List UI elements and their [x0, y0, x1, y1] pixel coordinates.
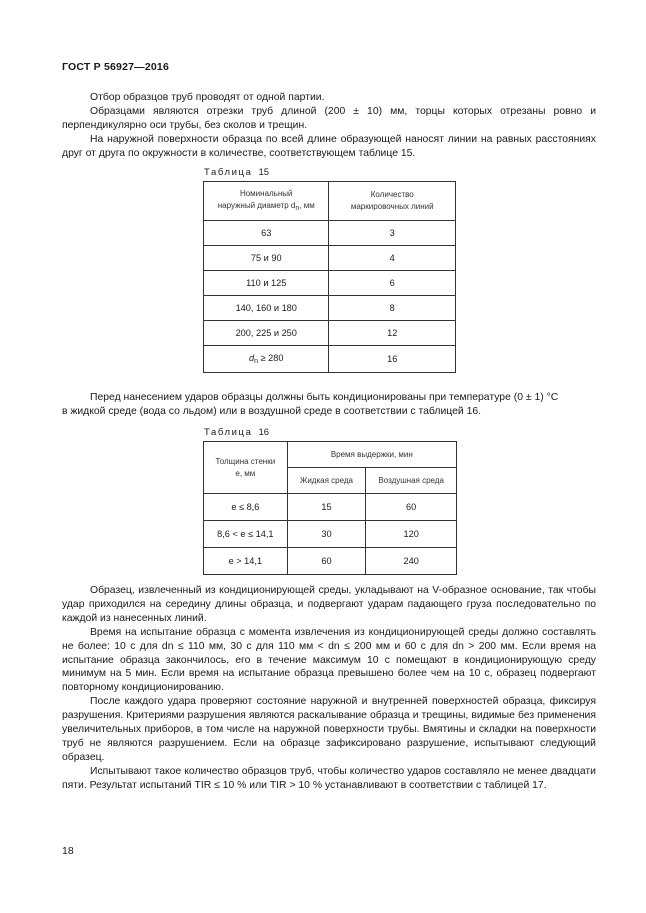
table-row: 140, 160 и 180 8	[204, 296, 456, 321]
table-row: 63 3	[204, 221, 456, 246]
body-paragraph-3: После каждого удара проверяют состояние наружной и внутренней поверхностей образца, фиксируя разрушения. Критериями разрушения являются раскалывание образца и трещины, видимые без применения увеличительных приборов, в том числе на наружной поверхности трубы. Вмятины и складки на поверхности труб не являются разрушением. Если на образце зафиксировано разрушение, испытывают следующий образец.	[62, 696, 596, 763]
table-row: e ≤ 8,6 15 60	[204, 494, 457, 521]
table-15-col1-header: Номинальный наружный диаметр $d_n$, мм	[204, 182, 329, 221]
intro-text	[62, 91, 596, 161]
intro-paragraph-3: На наружной поверхности образца по всей длине образующей наносят линии на равных расстояниях друг от друга по окружности в количестве, соответствующем таблице 15.	[62, 133, 596, 159]
body-text	[62, 584, 596, 793]
intro-paragraph-2: Образцами являются отрезки труб длиной (200 ± 10) мм, торцы которых отрезаны ровно и перпендикулярно оси трубы, без сколов и трещин.	[62, 105, 596, 131]
table-16	[203, 441, 457, 575]
table-row: e > 14,1 60 240	[204, 548, 457, 575]
table-16-sub-liquid: Жидкая среда	[287, 468, 366, 494]
table-15-caption	[204, 167, 269, 178]
table-15-header-row	[204, 182, 456, 221]
table-16-group-header: Время выдержки, мин	[287, 442, 456, 468]
document-header: ГОСТ Р 56927—2016	[62, 61, 170, 73]
table-16-header-row	[204, 442, 457, 468]
table-15-caption-word: Таблица	[204, 167, 253, 178]
table-15	[203, 181, 456, 373]
table-15-caption-number: 15	[258, 167, 270, 178]
table-row: 110 и 125 6	[204, 271, 456, 296]
table-16-caption-word: Таблица	[204, 427, 253, 438]
body-paragraph-2: Время на испытание образца с момента извлечения из кондиционирующей среды должно составлять не более: 10 с для dn ≤ 110 мм, 30 с для 110 мм < dn ≤ 200 мм и 60 с для dn > 200 мм. Если время на испытание образца закончилось, его в течение максимум 10 с помещают в кондиционирующую среду минимум на 5 мин. Если время на испытание образца превышено более чем на 10 с, образец подвергают повторному кондиционированию.	[62, 626, 596, 694]
page-number: 18	[62, 845, 74, 857]
table-row: 75 и 90 4	[204, 246, 456, 271]
table-16-col1-header: Толщина стенки e, мм	[204, 442, 288, 494]
table-row: $d_n \ge 280$ 16	[204, 346, 456, 373]
body-paragraph-4: Испытывают такое количество образцов труб, чтобы количество ударов составляло не менее двадцати пяти. Результат испытаний TIR ≤ 10 % или TIR > 10 % устанавливают в соответствии с таблицей 17.	[62, 765, 596, 791]
body-paragraph-1: Образец, извлеченный из кондиционирующей среды, укладывают на V-образное основание, так чтобы удар приходился на середину длины образца, и подвергают ударам падающего груза последовательно по каждой из нанесенных линий.	[62, 585, 596, 624]
table-16-sub-air: Воздушная среда	[366, 468, 457, 494]
table-15-col2-header: Количество маркировочных линий	[329, 182, 456, 221]
intro-paragraph-1: Отбор образцов труб проводят от одной партии.	[90, 92, 325, 103]
table-row: 200, 225 и 250 12	[204, 321, 456, 346]
table-16-caption-number: 16	[258, 427, 270, 438]
conditioning-paragraph: Перед нанесением ударов образцы должны быть кондиционированы при температуре (0 ± 1) °С в жидкой среде (вода со льдом) или в воздушной среде в соответствии с таблицей 16.	[62, 392, 559, 417]
table-row: 8,6 < e ≤ 14,1 30 120	[204, 521, 457, 548]
table-16-caption	[204, 427, 269, 438]
